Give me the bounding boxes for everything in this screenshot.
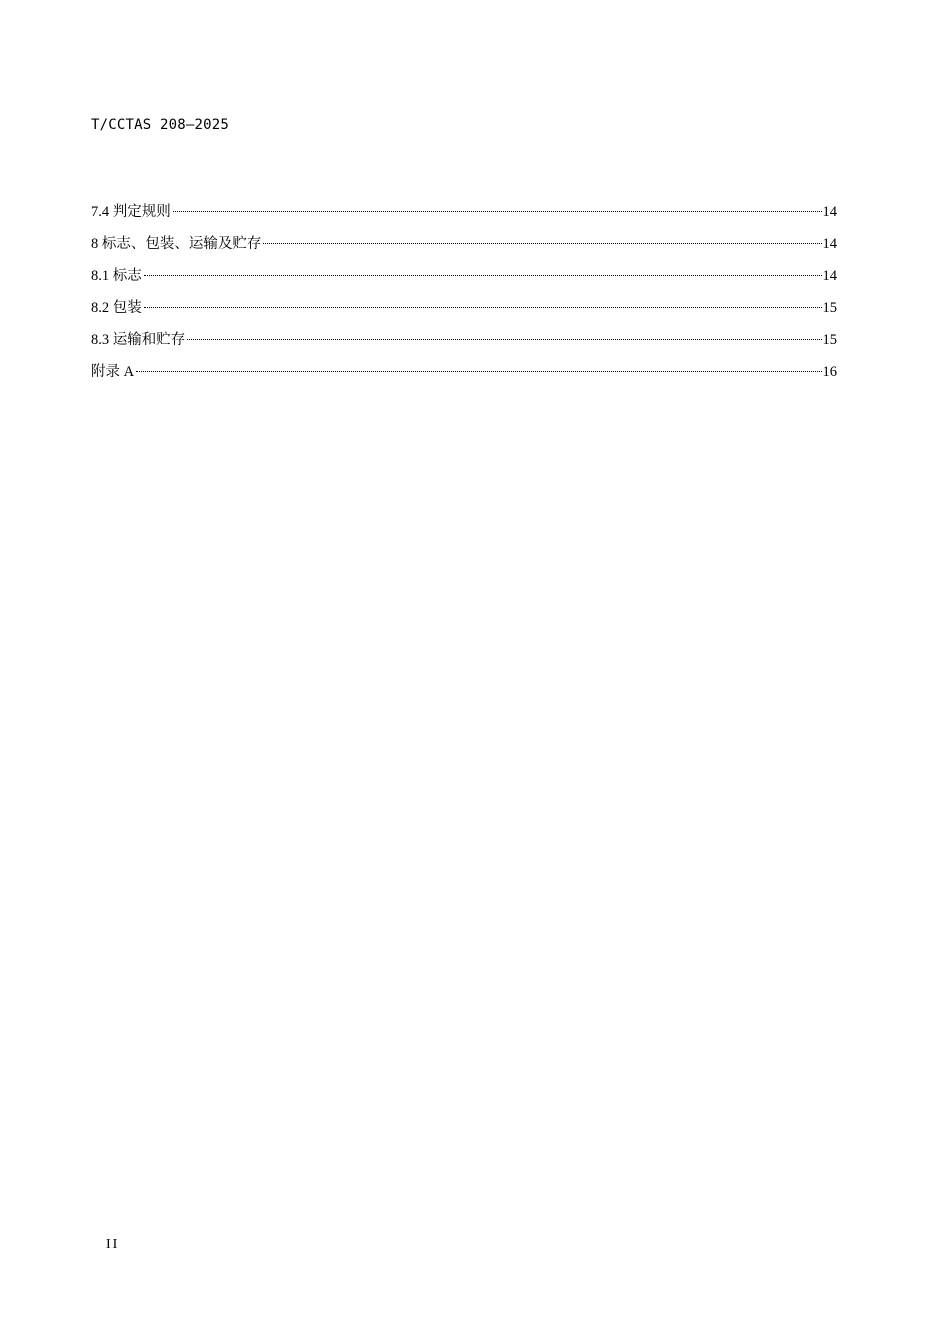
toc-entry-page: 15 <box>822 332 837 348</box>
toc-entry-7-4[interactable] <box>91 201 837 233</box>
toc-entry-8[interactable] <box>91 233 837 265</box>
toc-dot-leader <box>144 307 822 308</box>
toc-dot-leader <box>263 243 821 244</box>
toc-entry-page: 14 <box>822 204 837 220</box>
toc-entry-appendix-a[interactable] <box>91 361 837 393</box>
toc-entry-page: 15 <box>822 300 837 316</box>
toc-entry-8-2[interactable] <box>91 297 837 329</box>
toc-entry-8-3[interactable] <box>91 329 837 361</box>
standard-code-header: T/CCTAS 208—2025 <box>91 117 230 133</box>
toc-entry-label: 8.3 运输和贮存 <box>91 332 186 348</box>
table-of-contents <box>91 201 837 393</box>
toc-entry-label: 8 标志、包装、运输及贮存 <box>91 236 262 252</box>
toc-entry-page: 14 <box>822 236 837 252</box>
toc-entry-label: 8.2 包装 <box>91 300 142 316</box>
page-number: II <box>106 1237 120 1252</box>
toc-entry-8-1[interactable] <box>91 265 837 297</box>
toc-dot-leader <box>173 211 822 212</box>
toc-entry-page: 16 <box>822 364 837 380</box>
toc-entry-label: 附录 A <box>91 364 135 380</box>
toc-dot-leader <box>136 371 821 372</box>
toc-dot-leader <box>144 275 822 276</box>
toc-entry-label: 7.4 判定规则 <box>91 204 171 220</box>
toc-entry-page: 14 <box>822 268 837 284</box>
toc-entry-label: 8.1 标志 <box>91 268 142 284</box>
toc-dot-leader <box>187 339 821 340</box>
